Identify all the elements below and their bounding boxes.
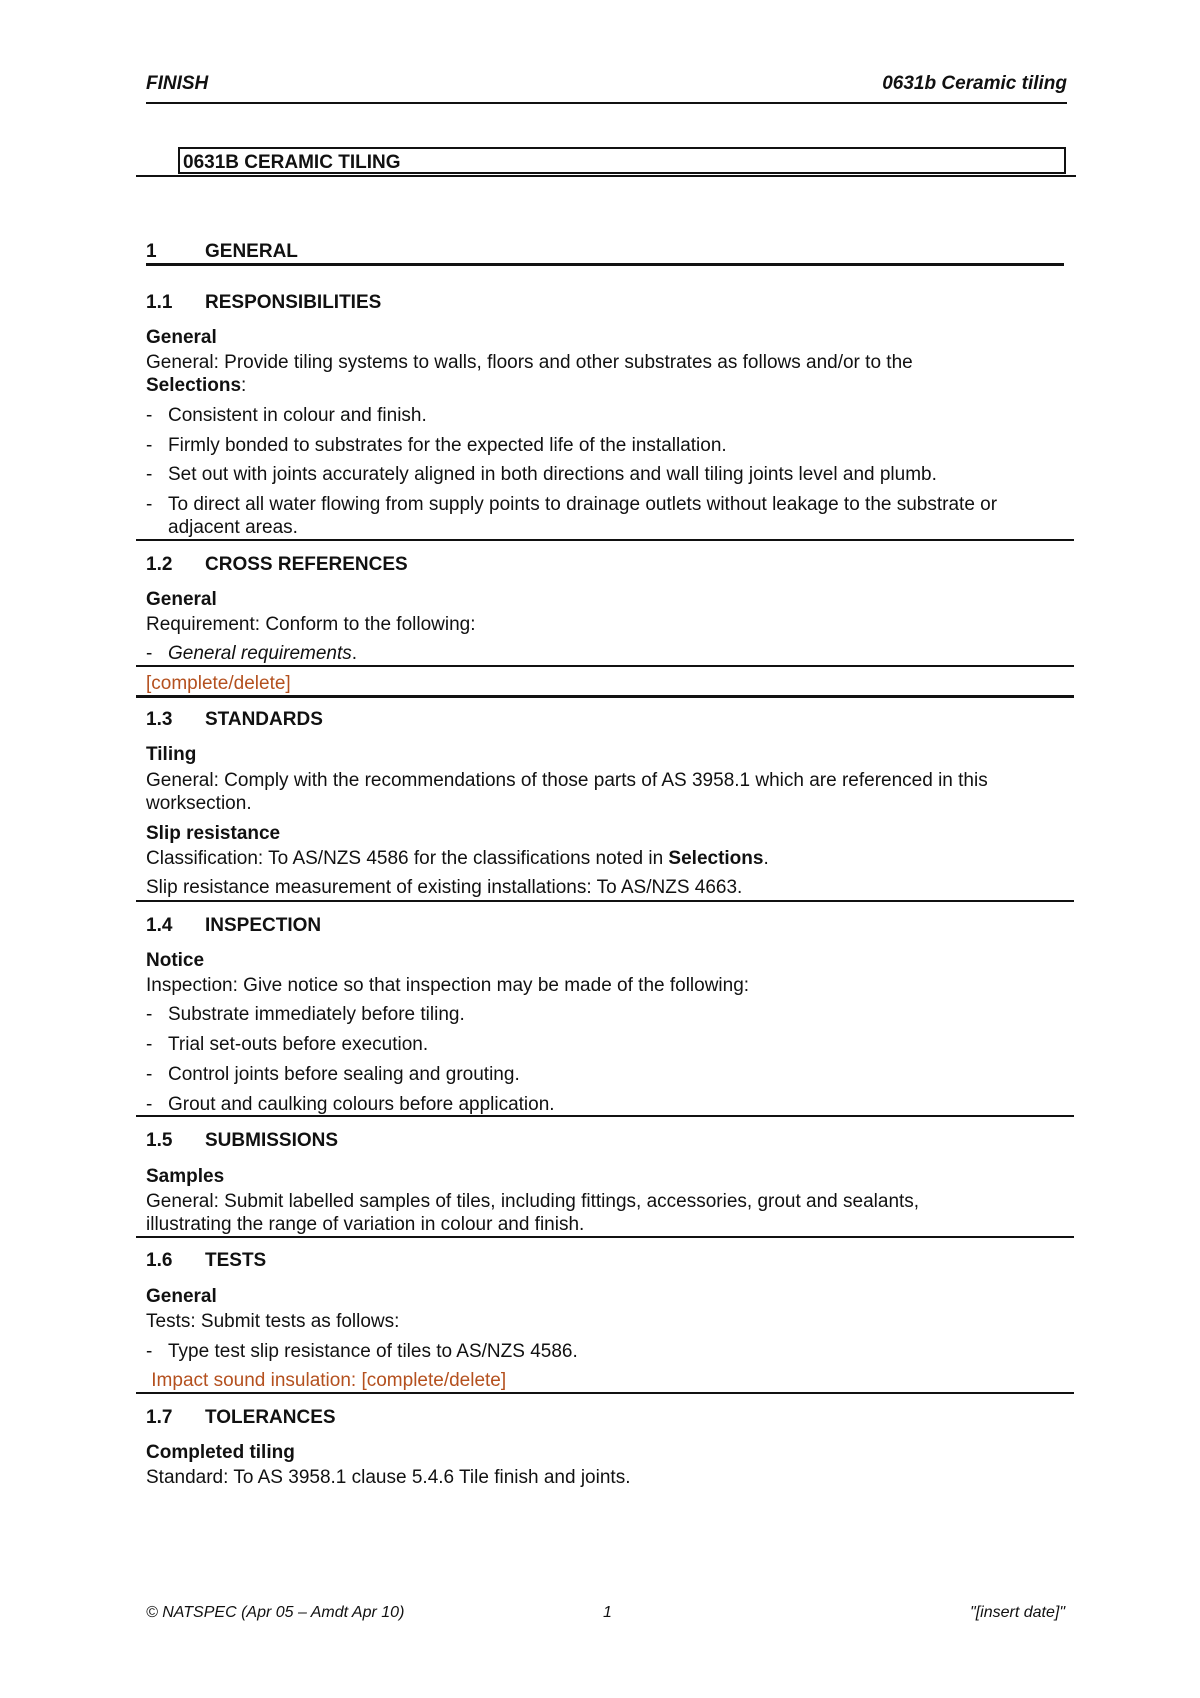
header-left: FINISH <box>146 73 209 94</box>
footer-copyright: © NATSPEC (Apr 05 – Amdt Apr 10) <box>146 1604 405 1621</box>
subclause-heading: Tiling <box>146 744 197 765</box>
page-number: 1 <box>603 1604 612 1621</box>
selections-ref: Selections <box>146 375 242 396</box>
title-underline <box>136 175 1076 177</box>
body-text: Tests: Submit tests as follows: <box>146 1311 400 1332</box>
clause-title: SUBMISSIONS <box>205 1130 339 1151</box>
general-requirements-ref: General requirements <box>168 643 352 664</box>
body-text: Slip resistance measurement of existing installations: To AS/NZS 4663. <box>146 877 743 898</box>
subclause-heading: Notice <box>146 950 205 971</box>
body-text <box>146 374 246 397</box>
section-number: 1 <box>146 241 157 262</box>
clause-rule <box>136 695 1074 698</box>
punct: : <box>241 375 247 396</box>
section-rule <box>146 263 1064 266</box>
body-text: Requirement: Conform to the following: <box>146 614 476 635</box>
footer-date: "[insert date]" <box>970 1604 1065 1621</box>
clause-title: TESTS <box>205 1250 267 1271</box>
subclause-heading: Samples <box>146 1166 225 1187</box>
body-text: Inspection: Give notice so that inspection may be made of the following: <box>146 975 750 996</box>
body-text: illustrating the range of variation in colour and finish. <box>146 1214 585 1235</box>
subclause-heading: Slip resistance <box>146 823 281 844</box>
body-text: Classification: To AS/NZS 4586 for the classifications noted in Selections. <box>146 848 769 869</box>
subclause-heading: General <box>146 589 217 610</box>
header-right: 0631b Ceramic tiling <box>882 73 1067 94</box>
clause-rule <box>136 1392 1074 1394</box>
clause-number: 1.6 <box>146 1250 173 1271</box>
editor-note: [complete/delete] <box>146 673 291 694</box>
clause-rule <box>136 539 1074 541</box>
clause-number: 1.5 <box>146 1130 173 1151</box>
body-text: General: Submit labelled samples of tiles, including fittings, accessories, grout and sealants, <box>146 1191 920 1212</box>
clause-rule <box>136 1236 1074 1238</box>
editor-note: Impact sound insulation: [complete/delete] <box>146 1370 507 1391</box>
subclause-heading: Completed tiling <box>146 1442 295 1463</box>
clause-title: CROSS REFERENCES <box>205 554 408 575</box>
selections-ref: Selections <box>668 848 764 869</box>
clause-title: STANDARDS <box>205 709 323 730</box>
clause-number: 1.7 <box>146 1407 173 1428</box>
clause-title: INSPECTION <box>205 915 322 936</box>
subclause-heading: General <box>146 327 217 348</box>
clause-title: TOLERANCES <box>205 1407 336 1428</box>
clause-number: 1.3 <box>146 709 173 730</box>
clause-number: 1.4 <box>146 915 173 936</box>
clause-rule <box>136 1115 1074 1117</box>
clause-rule <box>136 900 1074 902</box>
section-title: GENERAL <box>205 241 298 262</box>
clause-number: 1.2 <box>146 554 173 575</box>
body-text: General: Provide tiling systems to walls, floors and other substrates as follows and/or to the <box>146 352 913 373</box>
clause-number: 1.1 <box>146 292 173 313</box>
body-text: Standard: To AS 3958.1 clause 5.4.6 Tile finish and joints. <box>146 1467 631 1488</box>
subclause-heading: General <box>146 1286 217 1307</box>
doc-title: 0631B CERAMIC TILING <box>178 147 1066 174</box>
body-text: worksection. <box>146 793 252 814</box>
clause-rule <box>136 665 1074 667</box>
body-text: General: Comply with the recommendations of those parts of AS 3958.1 which are referenced in this <box>146 770 988 791</box>
clause-title: RESPONSIBILITIES <box>205 292 382 313</box>
header-rule <box>146 102 1067 104</box>
